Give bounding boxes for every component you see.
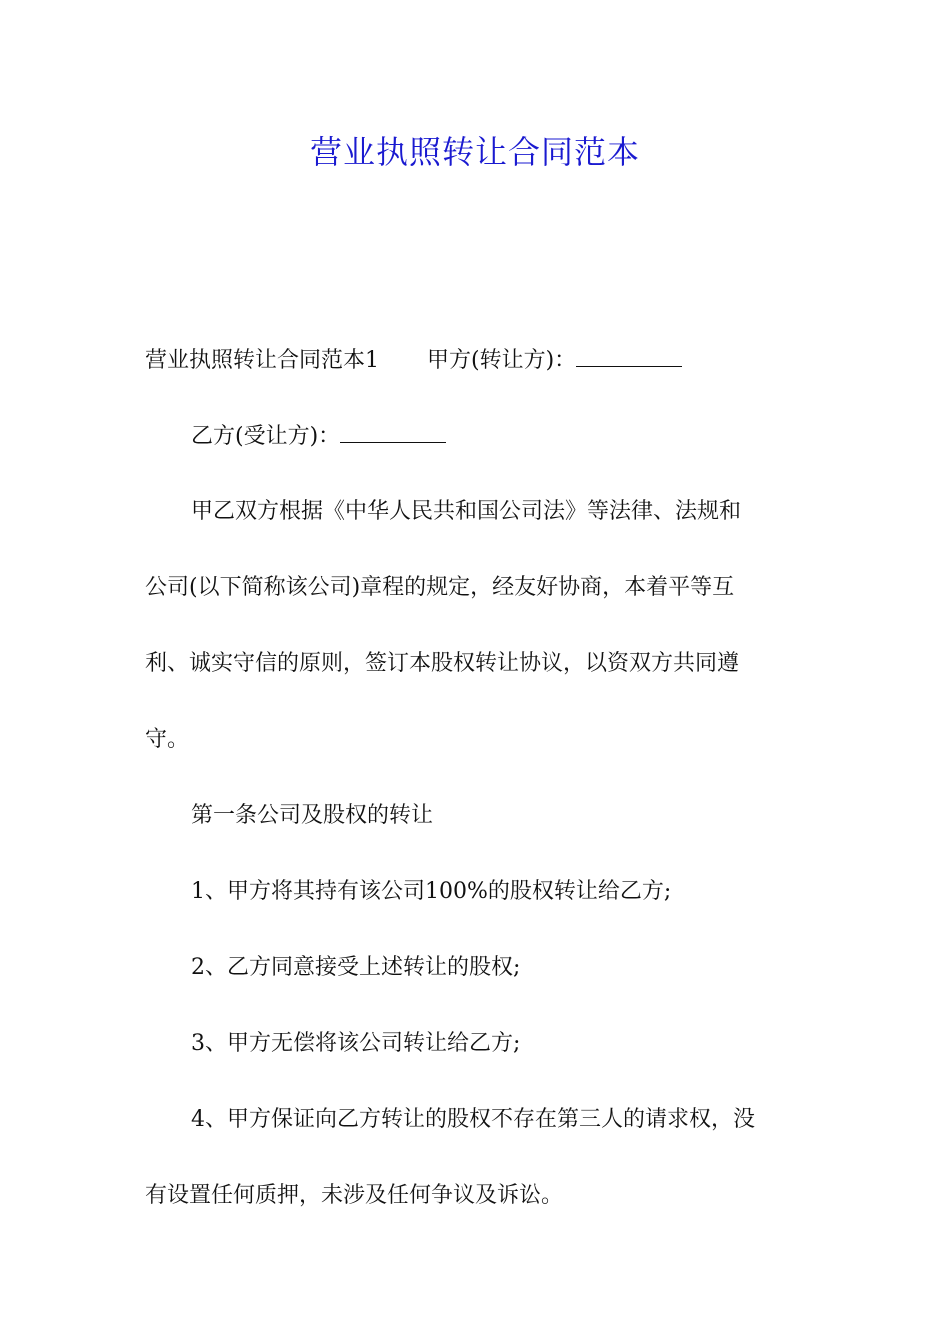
article-1-heading: 第一条公司及股权的转让 <box>191 803 434 828</box>
preamble-line: 守。 <box>145 727 190 752</box>
article-1-item-1: 1、甲方将其持有该公司100%的股权转让给乙方; <box>191 879 672 904</box>
article-1-item-4-continued: 有设置任何质押，未涉及任何争议及诉讼。 <box>145 1183 564 1208</box>
intro-line <box>145 332 807 408</box>
party-b-label: 乙方(受让方)： <box>191 424 341 449</box>
party-a-label: 甲方(转让方)： <box>427 348 577 373</box>
article-1-item-2: 2、乙方同意接受上述转让的股权; <box>191 955 521 980</box>
preamble-line: 甲乙双方根据《中华人民共和国公司法》等法律、法规和 <box>191 499 742 524</box>
contract-heading: 营业执照转让合同范本1 <box>145 348 379 373</box>
article-1-item-4: 4、甲方保证向乙方转让的股权不存在第三人的请求权，没 <box>191 1107 755 1132</box>
party-b-line <box>145 408 807 484</box>
preamble-line: 公司(以下简称该公司)章程的规定，经友好协商，本着平等互 <box>145 575 735 600</box>
document-title: 营业执照转让合同范本 <box>309 133 640 171</box>
party-a-blank <box>576 332 682 367</box>
article-1-item-3: 3、甲方无偿将该公司转让给乙方; <box>191 1031 521 1056</box>
party-b-blank <box>340 408 446 443</box>
preamble-line: 利、诚实守信的原则，签订本股权转让协议，以资双方共同遵 <box>145 651 740 676</box>
document-body <box>145 332 807 1244</box>
